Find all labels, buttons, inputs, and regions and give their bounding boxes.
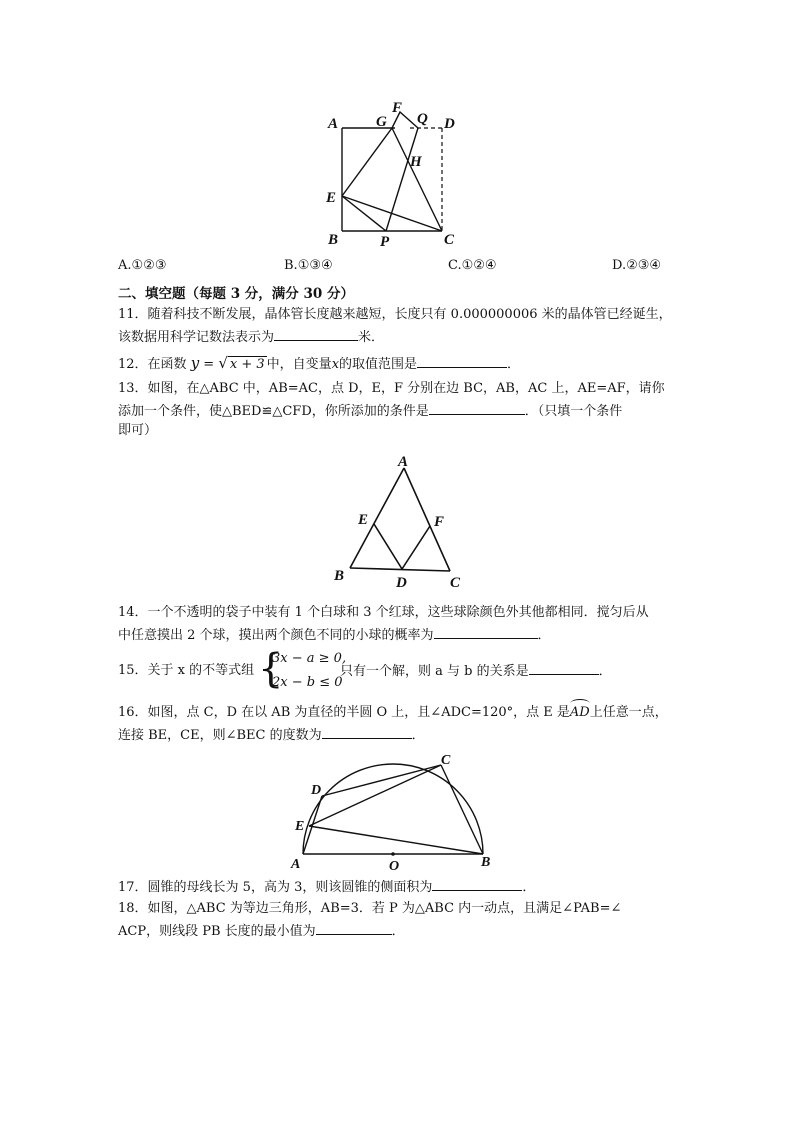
sqrt-body: x + 3 [229,357,265,372]
q12-end: ． [507,357,521,372]
q13-line3: 即可） [118,423,158,438]
label-A: A [291,857,301,872]
label-B: B [481,855,491,870]
q12-text2: 中，自变量 [266,357,332,372]
q13-line2 [118,400,622,423]
q17-line [118,876,535,899]
answer-blank[interactable] [529,660,599,675]
section-title: 二、填空题（每题 3 分，满分 30 分） [118,286,354,302]
q14-line1: 14．一个不透明的袋子中装有 1 个白球和 3 个红球，这些球除颜色外其他都相同．搅匀后从 [118,605,649,620]
label-D: D [396,575,407,591]
q12-var: x [331,357,340,372]
label-E: E [358,512,369,528]
sqrt-symbol: √ [218,354,228,372]
q11-text: 该数据用科学记数法表示为 [118,330,275,345]
q11-line2 [118,326,384,349]
q12-text3: 的取值范围是 [339,357,418,372]
option-text: ①③④ [297,258,333,273]
q15-text: 只有一个解，则 a 与 b 的关系是 [340,664,529,679]
q13-text2: ．（只填一个条件 [524,404,623,419]
arc-label: AD [569,705,590,720]
q15-ineq2: 2x − b ≤ 0 [272,675,343,690]
label-O: O [389,859,400,872]
label-H: H [410,154,422,170]
label-E: E [326,190,337,206]
q17-text: 17．圆锥的母线长为 5，高为 3，则该圆锥的侧面积为 [118,880,433,895]
q13-text: 添加一个条件，使△BED≌△CFD，你所添加的条件是 [118,404,429,419]
q15-end: ． [598,664,612,679]
option-letter: A. [118,258,132,273]
option-text: ②③④ [626,258,662,273]
option-c [448,258,497,273]
system-brace: { [258,646,284,692]
q16-text3: 连接 BE，CE，则∠BEC 的度数为 [118,728,322,743]
q18-text: ACP，则线段 PB 长度的最小值为 [118,924,316,939]
label-F: F [392,100,403,116]
label-C: C [444,232,455,248]
q12-text: 12．在函数 [118,357,187,372]
figure-square-diagram [320,98,480,250]
q16-end: ． [411,728,425,743]
label-C: C [450,575,461,591]
q14-end: ． [537,628,551,643]
q11-line1: 11．随着科技不断发展，晶体管长度越来越短，长度只有 0.000000006 米的晶体管已经诞生， [118,307,672,322]
answer-blank[interactable] [434,624,538,639]
label-Q: Q [417,111,428,127]
label-D: D [444,116,455,132]
option-letter: D. [612,258,627,273]
answer-blank[interactable] [429,400,525,415]
label-B: B [328,232,339,248]
label-E: E [295,819,305,834]
answer-blank[interactable] [432,876,522,891]
label-P: P [380,234,390,250]
q12-line [118,352,520,376]
q15-post [340,660,612,683]
q16-text: 16．如图，点 C，D 在以 AB 为直径的半圆 O 上，且∠ADC=120°，点 E 是 [118,705,570,720]
answer-blank[interactable] [417,353,507,368]
q14-line2 [118,624,551,647]
option-letter: B. [284,258,298,273]
q18-line2 [118,920,405,943]
label-C: C [441,753,451,768]
figure-semicircle-diagram [285,744,501,872]
q15-ineq1: 3x − a ≥ 0, [272,651,347,666]
q11-unit: 米． [358,330,385,345]
option-a [118,258,167,273]
arc-mark [570,699,590,708]
label-A: A [398,454,409,470]
q16-text2: 上任意一点， [589,705,668,720]
option-text: ①②④ [461,258,497,273]
q15-pre: 15．关于 x 的不等式组 [118,663,255,678]
option-b [284,258,333,273]
option-d [612,258,661,273]
label-G: G [376,114,387,130]
arc-ad [570,702,590,724]
answer-blank[interactable] [274,326,358,341]
answer-blank[interactable] [316,920,392,935]
figure-triangle-diagram [330,450,470,592]
label-F: F [434,514,445,530]
q17-end: ． [522,880,536,895]
q13-line1: 13．如图，在△ABC 中，AB=AC，点 D，E，F 分别在边 BC，AB，AC 上，AE=AF，请你 [118,381,665,396]
answer-blank[interactable] [322,724,412,739]
q16-line1 [118,702,668,724]
q14-text: 中任意摸出 2 个球，摸出两个颜色不同的小球的概率为 [118,628,434,643]
label-D: D [311,783,322,798]
q18-line1: 18．如图，△ABC 为等边三角形，AB=3．若 P 为△ABC 内一动点，且满足∠PAB=∠ [118,901,622,916]
label-B: B [334,568,345,584]
option-text: ①②③ [131,258,167,273]
q12-func-y: y [190,354,200,372]
q12-eq: = [199,357,219,372]
label-A: A [328,116,339,132]
q18-end: ． [391,924,405,939]
option-letter: C. [448,258,462,273]
